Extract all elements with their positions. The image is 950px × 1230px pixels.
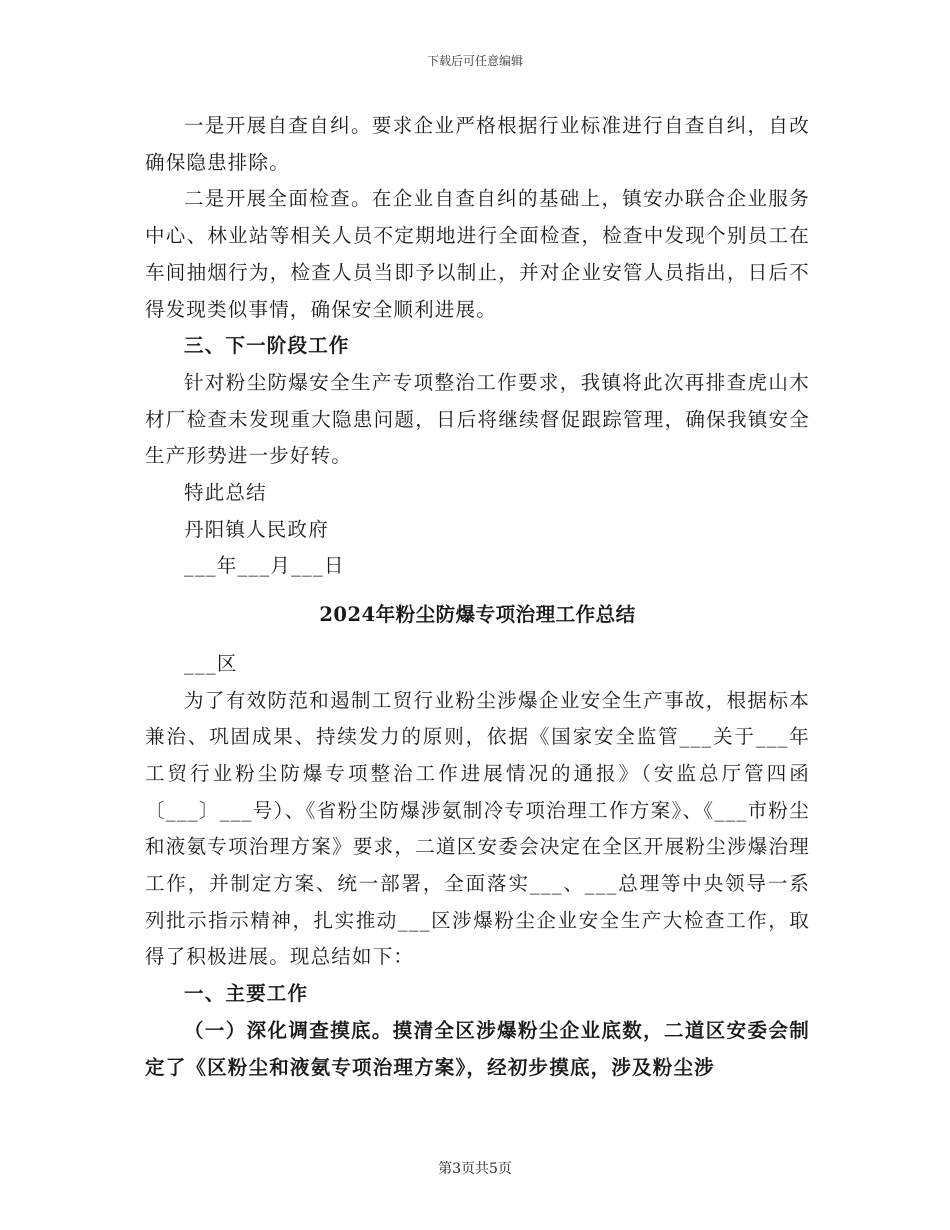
signature-date: ___年___月___日 — [184, 554, 345, 578]
document-body — [145, 108, 810, 1086]
header-note: 下载后可任意编辑 — [426, 54, 523, 68]
section-heading-next-phase: 三、下一阶段工作 — [184, 334, 350, 358]
page-footer: 第3页共5页 — [438, 1161, 512, 1177]
paragraph-intro: 为了有效防范和遏制工贸行业粉尘涉爆企业安全生产事故，根据标本兼治、巩固成果、持续发力的原则，依据《国家安全监管___关于___年工贸行业粉尘防爆专项整治工作进展情况的通报》（安监总厅管四函〔___〕___号）、《省粉尘防爆涉氨制冷专项治理工作方案》、《___市粉尘和液氨专项治理方案》要求，二道区安委会决定在全区开展粉尘涉爆治理工作，并制定方案、统一部署，全面落实___、___总理等中央领导一系列批示指示精神，扎实推动___区涉爆粉尘企业安全生产大检查工作，取得了积极进展。现总结如下： — [145, 688, 810, 969]
paragraph-self-inspection: 一是开展自查自纠。要求企业严格根据行业标准进行自查自纠，自改确保隐患排除。 — [145, 114, 810, 174]
signature-org: 丹阳镇人民政府 — [184, 517, 329, 541]
document-title: 2024年粉尘防爆专项治理工作总结 — [319, 603, 636, 627]
section-heading-main-work: 一、主要工作 — [184, 982, 309, 1006]
district-line: ___区 — [184, 651, 238, 675]
paragraph-deepen-survey: （一）深化调查摸底。摸清全区涉爆粉尘企业底数，二道区安委会制定了《区粉尘和液氨专项治理方案》，经初步摸底，涉及粉尘涉 — [145, 1018, 810, 1079]
paragraph-full-inspection: 二是开展全面检查。在企业自查自纠的基础上，镇安办联合企业服务中心、林业站等相关人员不定期地进行全面检查，检查中发现个别员工在车间抽烟行为，检查人员当即予以制止，并对企业安管人员指出，日后不得发现类似事情，确保安全顺利进展。 — [145, 187, 810, 321]
closing-line: 特此总结 — [184, 481, 267, 505]
paragraph-next-phase: 针对粉尘防爆安全生产专项整治工作要求，我镇将此次再排查虎山木材厂检查未发现重大隐患问题，日后将继续督促跟踪管理，确保我镇安全生产形势进一步好转。 — [145, 370, 810, 468]
